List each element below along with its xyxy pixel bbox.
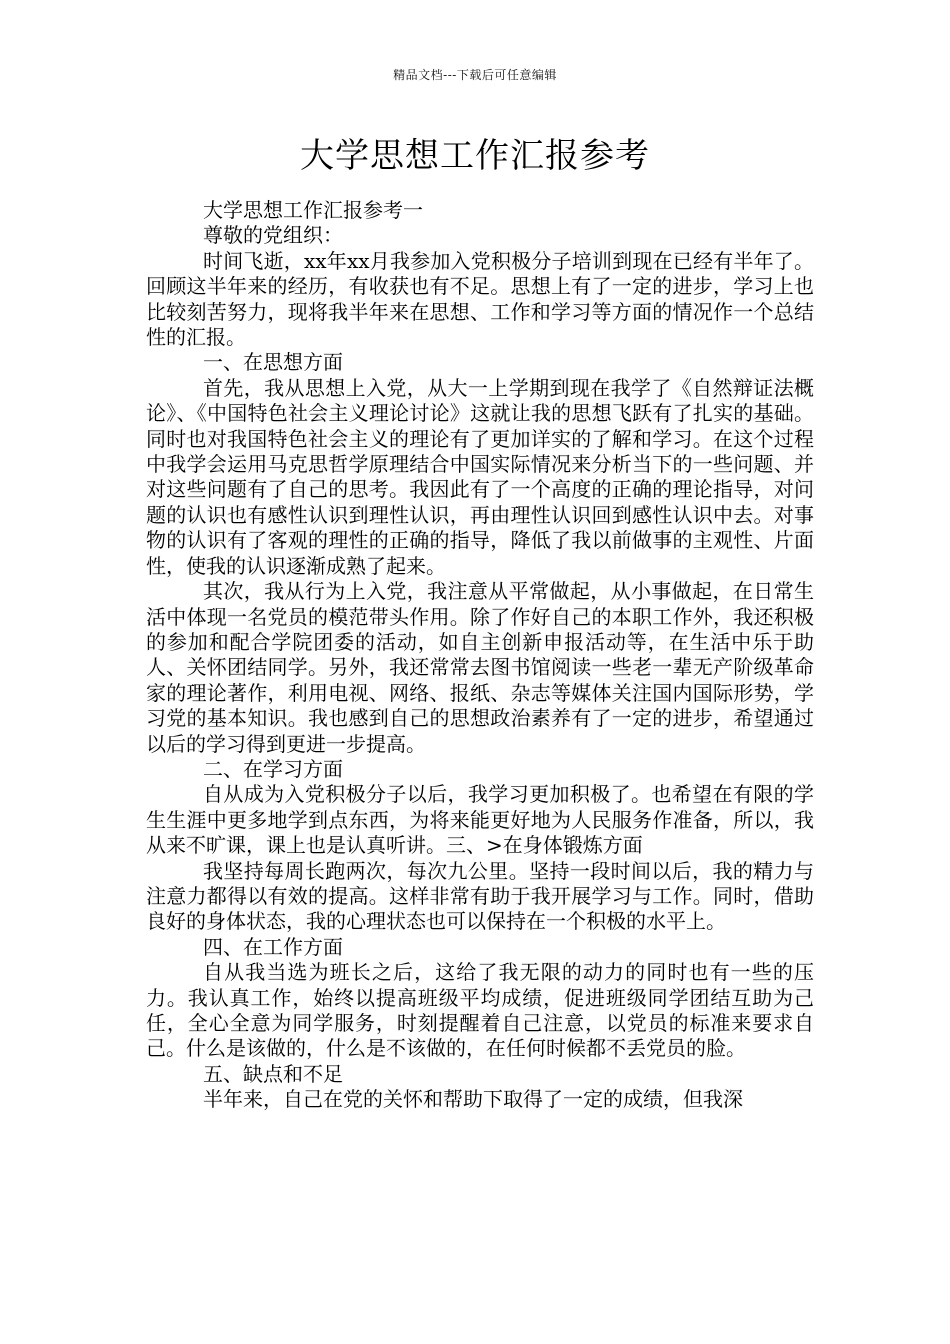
body-paragraph: 其次，我从行为上入党，我注意从平常做起，从小事做起，在日常生活中体现一名党员的模范带头作用。除了作好自己的本职工作外，我还积极的参加和配合学院团委的活动，如自主创新申报活动等，在生活中乐于助人、关怀团结同学。另外，我还常常去图书馆阅读一些老一辈无产阶级革命家的理论著作，利用电视、网络、报纸、杂志等媒体关注国内国际形势，学习党的基本知识。我也感到自己的思想政治素养有了一定的进步，希望通过以后的学习得到更进一步提高。 xyxy=(146,579,814,756)
document-body xyxy=(146,198,814,1113)
intro-paragraph: 时间飞逝，xx年xx月我参加入党积极分子培训到现在已经有半年了。回顾这半年来的经历，有收获也有不足。思想上有了一定的进步，学习上也比较刻苦努力，现将我半年来在思想、工作和学习等方面的情况作一个总结性的汇报。 xyxy=(146,248,814,350)
body-paragraph: 半年来，自己在党的关怀和帮助下取得了一定的成绩，但我深 xyxy=(203,1087,743,1112)
body-paragraph: 首先，我从思想上入党，从大一上学期到现在我学了《自然辩证法概论》、《中国特色社会主义理论讨论》这就让我的思想飞跃有了扎实的基础。同时也对我国特色社会主义的理论有了更加详实的了解和学习。在这个过程中我学会运用马克思哲学原理结合中国实际情况来分析当下的一些问题、并对这些问题有了自己的思考。我因此有了一个高度的正确的理论指导，对问题的认识也有感性认识到理性认识，再由理性认识回到感性认识中去。对事物的认识有了客观的理性的正确的指导，降低了我以前做事的主观性、片面性，使我的认识逐渐成熟了起来。 xyxy=(146,375,814,578)
body-paragraph: 自从成为入党积极分子以后，我学习更加积极了。也希望在有限的学生生涯中更多地学到点东西，为将来能更好地为人民服务作准备，所以，我从来不旷课，课上也是认真听讲。三、>在身体锻炼方面 xyxy=(146,782,814,858)
body-paragraph: 我坚持每周长跑两次，每次九公里。坚持一段时间以后，我的精力与注意力都得以有效的提高。这样非常有助于我开展学习与工作。同时，借助良好的身体状态，我的心理状态也可以保持在一个积极的水平上。 xyxy=(146,858,814,934)
salutation-paragraph: 尊敬的党组织： xyxy=(203,223,343,248)
section-heading: 二、在学习方面 xyxy=(203,756,343,781)
document-title: 大学思想工作汇报参考 xyxy=(300,136,650,176)
subtitle-paragraph: 大学思想工作汇报参考一 xyxy=(203,198,423,222)
section-heading: 五、缺点和不足 xyxy=(203,1061,343,1086)
section-heading: 四、在工作方面 xyxy=(203,934,343,959)
body-paragraph: 自从我当选为班长之后，这给了我无限的动力的同时也有一些的压力。我认真工作，始终以提高班级平均成绩，促进班级同学团结互助为己任，全心全意为同学服务，时刻提醒着自己注意，以党员的标准来要求自己。什么是该做的，什么是不该做的，在任何时候都不丢党员的脸。 xyxy=(146,960,814,1061)
section-heading: 一、在思想方面 xyxy=(203,350,343,375)
header-note: 精品文档---下载后可任意编辑 xyxy=(393,68,557,82)
